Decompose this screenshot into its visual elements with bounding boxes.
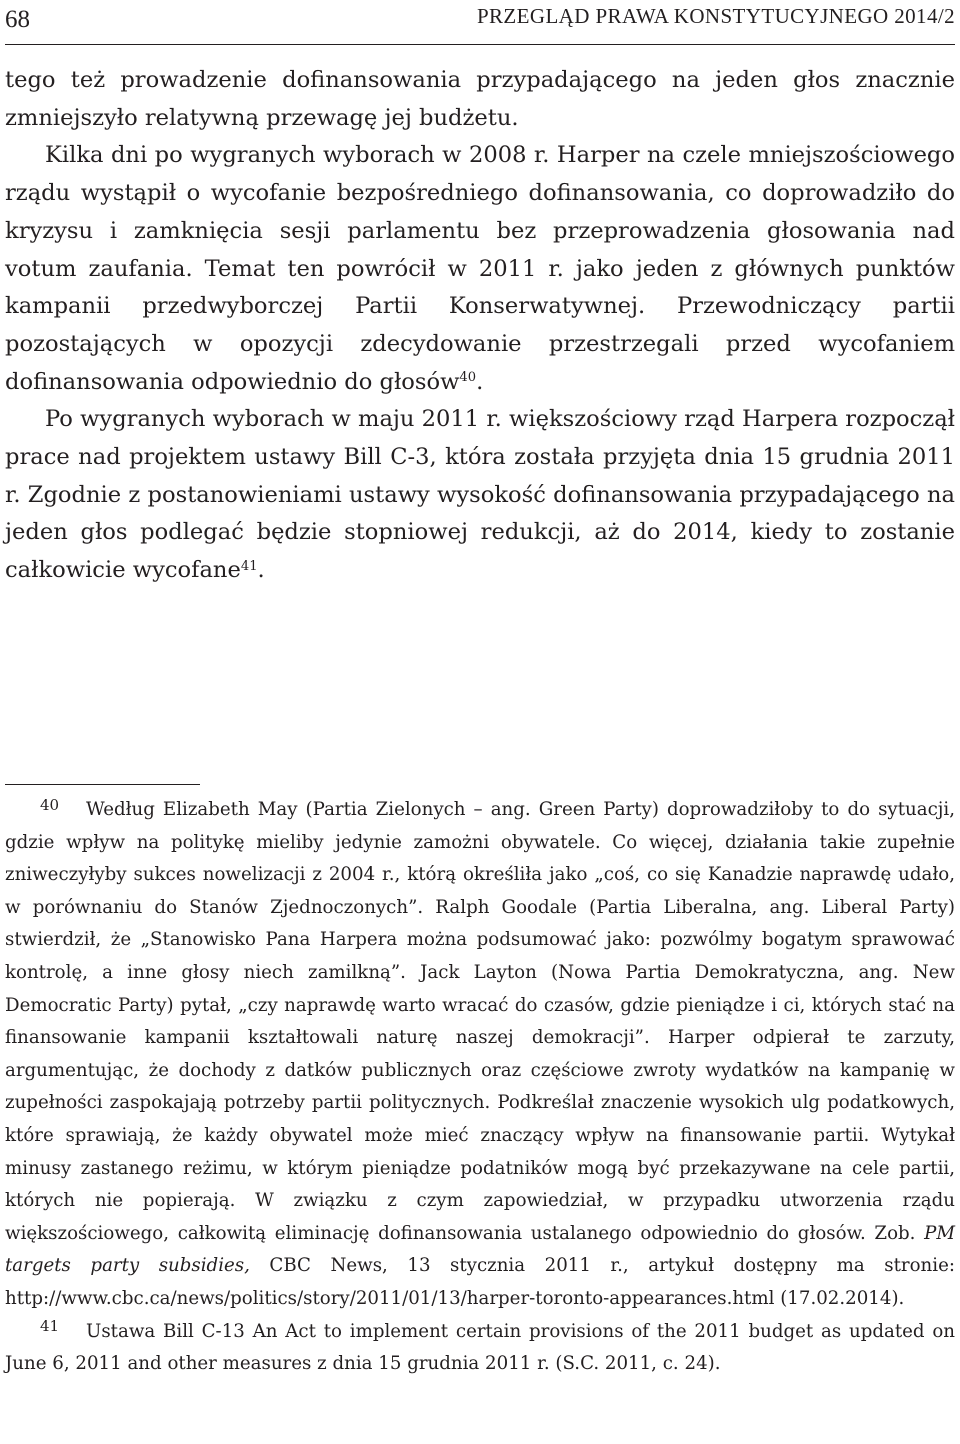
footnote-40-text-b: CBC News, 13 stycznia 2011 r., artykuł dostępny ma stronie: http://www.cbc.ca/news/politics/story/2011/01/13/harper-toronto-appearances.html (17.02.2014). xyxy=(5,1255,955,1309)
page-header xyxy=(5,2,955,45)
footnote-separator xyxy=(5,784,200,785)
footnote-40-italic-title: PM targets party subsidies, xyxy=(5,1222,955,1277)
paragraph-2-end: . xyxy=(476,368,484,395)
footnote-ref-41[interactable]: 41 xyxy=(240,558,258,574)
footnote-41 xyxy=(5,1316,955,1381)
footnote-40 xyxy=(5,794,955,1316)
footnotes xyxy=(5,794,955,1381)
paragraph-1 xyxy=(5,62,955,137)
footnote-41-number: 41 xyxy=(40,1317,60,1336)
footnote-41-text: Ustawa Bill C-13 An Act to implement certain provisions of the 2011 budget as updated on June 6, 2011 and other measures z dnia 15 grudnia 2011 r. (S.C. 2011, c. 24). xyxy=(5,1320,955,1375)
page-number: 68 xyxy=(5,6,30,33)
main-text xyxy=(5,62,955,590)
footnote-ref-40[interactable]: 40 xyxy=(459,370,477,386)
paragraph-2-text: Kilka dni po wygranych wyborach w 2008 r. Harper na czele mniejszościowego rządu wystąpił o wycofanie bezpośredniego dofinansowania, co doprowadziło do kryzysu i zamknięcia sesji parlamentu bez przeprowadzenia głosowania nad votum zaufania. Temat ten powrócił w 2011 r. jako jeden z głównych punktów kampanii przedwyborczej Partii Konserwatywnej. Przewodniczący partii pozostających w opozycji zdecydowanie przestrzegali przed wycofaniem dofinansowania odpowiednio do głosów xyxy=(5,142,955,395)
paragraph-2 xyxy=(5,137,955,401)
paragraph-3 xyxy=(5,401,955,590)
paragraph-1-text: tego też prowadzenie dofinansowania przypadającego na jeden głos znacznie zmniejszyło relatywną przewagę jej budżetu. xyxy=(5,67,955,131)
paragraph-3-text: Po wygranych wyborach w maju 2011 r. większościowy rząd Harpera rozpoczął prace nad projektem ustawy Bill C-3, która została przyjęta dnia 15 grudnia 2011 r. Zgodnie z postanowieniami ustawy wysokość dofinansowania przypadającego na jeden głos podlegać będzie stopniowej redukcji, aż do 2014, kiedy to zostanie całkowicie wycofane xyxy=(5,406,955,584)
footnote-40-text-a: Według Elizabeth May (Partia Zielonych – ang. Green Party) doprowadziłoby to do sytuacji, gdzie wpływ na politykę mieliby jedynie zamożni obywatele. Co więcej, działania takie zupełnie zniweczyłyby sukces nowelizacji z 2004 r., którą określiła jako „coś, co się Kanadzie naprawdę udało, w porównaniu do Stanów Zjednoczonych”. Ralph Goodale (Partia Liberalna, ang. Liberal Party) stwierdził, że „Stanowisko Pana Harpera można podsumować jako: pozwólmy bogatym sprawować kontrolę, a inne głosy niech zamilkną”. Jack Layton (Nowa Partia Demokratyczna, ang. New Democratic Party) pytał, „czy naprawdę warto wracać do czasów, gdzie pieniądze i ci, których stać na finansowanie kampanii kształtowali naturę naszej demokracji”. Harper odpierał te zarzuty, argumentując, że dochody z datków publicznych oraz częściowe zwroty wydatków na kampanię w zupełności zaspokajają potrzeby partii politycznych. Podkreślał znaczenie wysokich ulg podatkowych, które sprawiają, że każdy obywatel może mieć znaczący wpływ na finansowanie partii. Wytykał minusy zastanego reżimu, w którym pieniądze podatników mogą być przekazywane na cele partii, których nie popierają. W związku z czym zapowiedział, w przypadku utworzenia rządu większościowego, całkowitą eliminację dofinansowania ustalanego odpowiednio do głosów. Zob. xyxy=(5,799,955,1244)
running-head: PRZEGLĄD PRAWA KONSTYTUCYJNEGO 2014/2 xyxy=(476,4,955,28)
footnote-40-number: 40 xyxy=(40,795,60,814)
paragraph-3-end: . xyxy=(257,557,265,584)
